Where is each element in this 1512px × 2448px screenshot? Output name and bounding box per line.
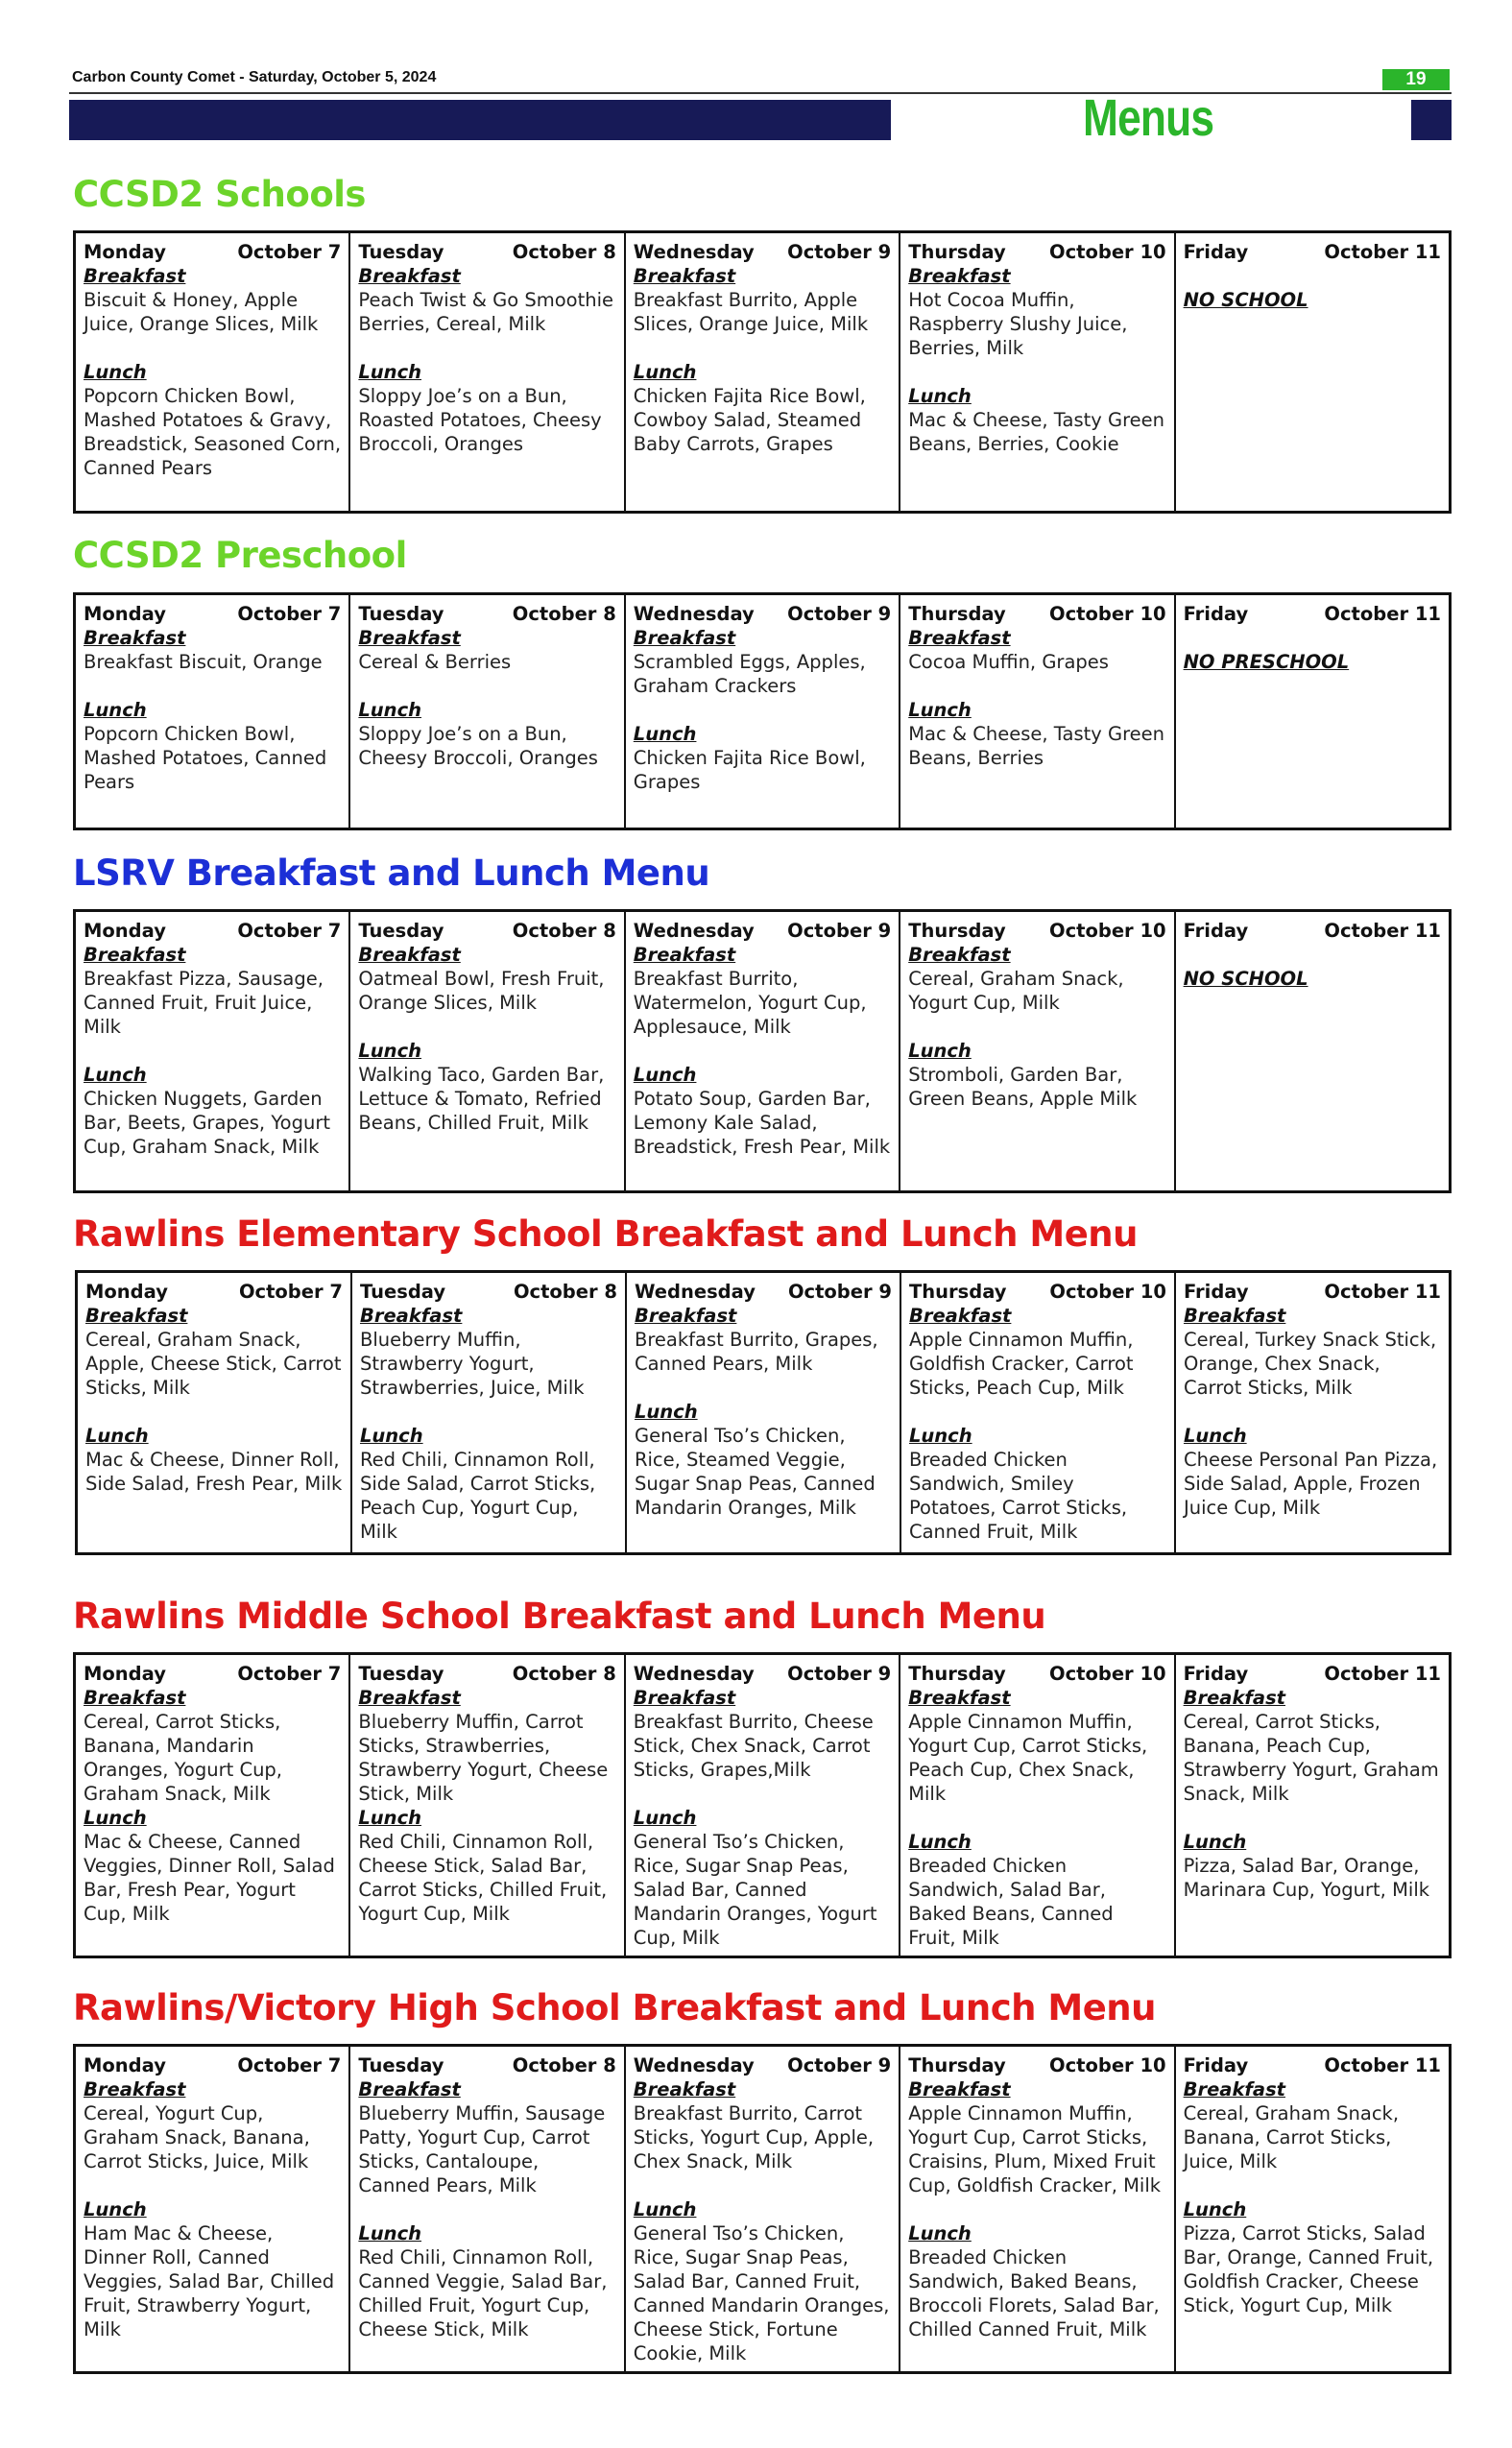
day-name: Friday (1183, 1281, 1249, 1303)
day-cell (900, 1654, 1174, 1957)
day-date: October 9 (787, 241, 892, 263)
lunch-label: Lunch (358, 1040, 422, 1062)
breakfast-items: Apple Cinnamon Muffin, Goldfish Cracker, Carrot Sticks, Peach Cup, Milk (908, 1329, 1134, 1399)
breakfast-items: Scrambled Eggs, Apples, Graham Crackers (633, 651, 866, 697)
breakfast-label: Breakfast (84, 1687, 186, 1709)
menu-title: CCSD2 Preschool (73, 535, 407, 576)
day-name: Wednesday (634, 1281, 756, 1303)
day-date: October 8 (513, 1281, 617, 1303)
day-cell (625, 1654, 900, 1957)
lunch-items: Cheese Personal Pan Pizza, Side Salad, Apple, Frozen Juice Cup, Milk (1183, 1449, 1438, 1519)
lunch-items: Red Chili, Cinnamon Roll, Cheese Stick, Salad Bar, Carrot Sticks, Chilled Fruit, Yogurt Cup, Milk (358, 1831, 608, 1925)
breakfast-label: Breakfast (633, 2078, 736, 2100)
breakfast-items: Cereal, Yogurt Cup, Graham Snack, Banana, Carrot Sticks, Juice, Milk (84, 2102, 310, 2172)
breakfast-label: Breakfast (633, 265, 736, 287)
day-cell (1175, 1272, 1451, 1554)
day-cell (1175, 911, 1451, 1192)
day-name: Thursday (908, 1281, 1007, 1303)
lunch-items: Red Chili, Cinnamon Roll, Side Salad, Carrot Sticks, Peach Cup, Yogurt Cup, Milk (359, 1449, 596, 1543)
day-name: Monday (84, 920, 166, 942)
menu-table (73, 230, 1452, 514)
breakfast-items: Blueberry Muffin, Strawberry Yogurt, Strawberries, Juice, Milk (359, 1329, 585, 1399)
lunch-items: Walking Taco, Garden Bar, Lettuce & Tomato, Refried Beans, Chilled Fruit, Milk (358, 1064, 605, 1134)
lunch-label: Lunch (84, 1064, 147, 1086)
header-rule (69, 92, 1452, 94)
day-date: October 8 (512, 241, 616, 263)
breakfast-label: Breakfast (908, 2078, 1011, 2100)
day-cell (900, 594, 1174, 829)
breakfast-items: Cereal & Berries (358, 651, 512, 673)
lunch-items: Chicken Fajita Rice Bowl, Cowboy Salad, Steamed Baby Carrots, Grapes (633, 385, 866, 455)
closure-note: NO PRESCHOOL (1183, 651, 1350, 673)
breakfast-label: Breakfast (85, 1305, 188, 1327)
lunch-label: Lunch (84, 361, 147, 383)
lunch-items: Pizza, Carrot Sticks, Salad Bar, Orange, Canned Fruit, Goldfish Cracker, Cheese Stick, Yogurt Cup, Milk (1183, 2222, 1434, 2316)
lunch-items: General Tso’s Chicken, Rice, Sugar Snap Peas, Salad Bar, Canned Mandarin Oranges, Yogurt Cup, Milk (633, 1831, 877, 1949)
breakfast-items: Breakfast Burrito, Grapes, Canned Pears, Milk (634, 1329, 878, 1375)
menu-title: Rawlins Middle School Breakfast and Lunch Menu (73, 1596, 1046, 1637)
lunch-label: Lunch (908, 2222, 972, 2244)
lunch-label: Lunch (1183, 2198, 1247, 2220)
breakfast-items: Cereal, Graham Snack, Banana, Carrot Sticks, Juice, Milk (1183, 2102, 1400, 2172)
breakfast-label: Breakfast (84, 944, 186, 966)
lunch-label: Lunch (633, 2198, 697, 2220)
lunch-items: Sloppy Joe’s on a Bun, Roasted Potatoes, Cheesy Broccoli, Oranges (358, 385, 602, 455)
lunch-label: Lunch (85, 1425, 149, 1447)
breakfast-items: Cereal, Graham Snack, Apple, Cheese Stick, Carrot Sticks, Milk (85, 1329, 342, 1399)
day-date: October 8 (512, 2054, 616, 2076)
day-cell (349, 232, 624, 513)
breakfast-items: Cereal, Graham Snack, Yogurt Cup, Milk (908, 968, 1124, 1014)
breakfast-label: Breakfast (84, 265, 186, 287)
day-date: October 9 (787, 603, 892, 625)
day-name: Wednesday (633, 241, 755, 263)
menu-title: Rawlins Elementary School Breakfast and Lunch Menu (73, 1213, 1138, 1255)
day-date: October 9 (787, 2054, 892, 2076)
lunch-label: Lunch (633, 1807, 697, 1829)
lunch-label: Lunch (84, 699, 147, 721)
day-name: Monday (84, 1663, 166, 1685)
lunch-label: Lunch (358, 699, 422, 721)
breakfast-label: Breakfast (908, 1687, 1011, 1709)
lunch-items: Chicken Fajita Rice Bowl, Grapes (633, 747, 866, 793)
day-cell (75, 2046, 350, 2373)
day-name: Tuesday (358, 1663, 444, 1685)
lunch-items: Breaded Chicken Sandwich, Smiley Potatoes, Carrot Sticks, Canned Fruit, Milk (908, 1449, 1128, 1543)
breakfast-items: Hot Cocoa Muffin, Raspberry Slushy Juice, Berries, Milk (908, 289, 1128, 359)
day-name: Tuesday (358, 920, 444, 942)
day-date: October 7 (237, 920, 342, 942)
day-cell (75, 1654, 350, 1957)
lunch-items: Chicken Nuggets, Garden Bar, Beets, Grapes, Yogurt Cup, Graham Snack, Milk (84, 1088, 330, 1158)
day-date: October 11 (1324, 1281, 1441, 1303)
breakfast-items: Biscuit & Honey, Apple Juice, Orange Slices, Milk (84, 289, 319, 335)
breakfast-label: Breakfast (908, 265, 1011, 287)
breakfast-label: Breakfast (908, 627, 1011, 649)
lunch-label: Lunch (633, 723, 697, 745)
breakfast-label: Breakfast (1183, 1305, 1286, 1327)
day-date: October 9 (787, 1663, 892, 1685)
day-date: October 8 (512, 920, 616, 942)
lunch-label: Lunch (84, 1807, 147, 1829)
lunch-label: Lunch (359, 1425, 423, 1447)
lunch-label: Lunch (1183, 1425, 1247, 1447)
day-date: October 11 (1324, 1663, 1441, 1685)
day-name: Monday (85, 1281, 168, 1303)
lunch-items: General Tso’s Chicken, Rice, Steamed Veggie, Sugar Snap Peas, Canned Mandarin Oranges, Milk (634, 1425, 876, 1519)
day-date: October 9 (787, 1281, 892, 1303)
day-cell (900, 2046, 1174, 2373)
breakfast-items: Oatmeal Bowl, Fresh Fruit, Orange Slices, Milk (358, 968, 605, 1014)
day-name: Wednesday (633, 920, 755, 942)
header-square (1411, 100, 1452, 140)
breakfast-label: Breakfast (359, 1305, 463, 1327)
day-cell (1175, 1654, 1451, 1957)
breakfast-label: Breakfast (358, 1687, 461, 1709)
day-cell (900, 1272, 1175, 1554)
day-date: October 7 (237, 241, 342, 263)
menu-title: LSRV Breakfast and Lunch Menu (73, 852, 710, 894)
day-date: October 7 (237, 2054, 342, 2076)
day-date: October 7 (238, 1281, 343, 1303)
lunch-items: Breaded Chicken Sandwich, Salad Bar, Baked Beans, Canned Fruit, Milk (908, 1855, 1114, 1949)
breakfast-items: Blueberry Muffin, Sausage Patty, Yogurt Cup, Carrot Sticks, Cantaloupe, Canned Pears, Milk (358, 2102, 606, 2196)
day-name: Thursday (908, 1663, 1006, 1685)
day-name: Friday (1183, 920, 1249, 942)
day-cell (349, 2046, 624, 2373)
day-name: Wednesday (633, 1663, 755, 1685)
day-cell (75, 594, 350, 829)
day-cell (900, 911, 1174, 1192)
day-name: Tuesday (358, 603, 444, 625)
lunch-label: Lunch (358, 1807, 422, 1829)
day-name: Thursday (908, 241, 1006, 263)
lunch-label: Lunch (908, 1425, 972, 1447)
menu-title: CCSD2 Schools (73, 174, 366, 215)
breakfast-label: Breakfast (633, 627, 736, 649)
lunch-label: Lunch (908, 699, 972, 721)
day-name: Monday (84, 603, 166, 625)
breakfast-items: Apple Cinnamon Muffin, Yogurt Cup, Carrot Sticks, Peach Cup, Chex Snack, Milk (908, 1711, 1148, 1805)
day-name: Friday (1183, 603, 1249, 625)
lunch-items: Breaded Chicken Sandwich, Baked Beans, Broccoli Florets, Salad Bar, Chilled Canned Fruit, Milk (908, 2246, 1160, 2340)
masthead: Carbon County Comet - Saturday, October 5, 2024 (72, 69, 437, 85)
day-name: Thursday (908, 920, 1006, 942)
lunch-items: Red Chili, Cinnamon Roll, Canned Veggie, Salad Bar, Chilled Fruit, Yogurt Cup, Cheese Stick, Milk (358, 2246, 608, 2340)
day-cell (1175, 2046, 1451, 2373)
day-cell (625, 232, 900, 513)
day-date: October 11 (1324, 603, 1441, 625)
day-date: October 10 (1049, 1663, 1166, 1685)
menu-table (73, 909, 1452, 1193)
day-cell (625, 2046, 900, 2373)
day-cell (351, 1272, 626, 1554)
day-cell (349, 911, 624, 1192)
breakfast-label: Breakfast (358, 627, 461, 649)
page-number: 19 (1382, 69, 1450, 90)
breakfast-items: Breakfast Pizza, Sausage, Canned Fruit, Fruit Juice, Milk (84, 968, 324, 1038)
day-cell (75, 911, 350, 1192)
menu-table (75, 1270, 1452, 1555)
day-name: Tuesday (358, 2054, 444, 2076)
lunch-items: Potato Soup, Garden Bar, Lemony Kale Salad, Breadstick, Fresh Pear, Milk (633, 1088, 891, 1158)
breakfast-label: Breakfast (634, 1305, 737, 1327)
breakfast-items: Cereal, Carrot Sticks, Banana, Mandarin Oranges, Yogurt Cup, Graham Snack, Milk (84, 1711, 283, 1805)
day-name: Tuesday (358, 241, 444, 263)
day-date: October 11 (1324, 920, 1441, 942)
day-cell (900, 232, 1174, 513)
section-title: Menus (1083, 89, 1214, 147)
day-date: October 10 (1049, 2054, 1166, 2076)
lunch-label: Lunch (634, 1401, 698, 1423)
breakfast-label: Breakfast (84, 627, 186, 649)
menu-table (73, 592, 1452, 830)
day-date: October 11 (1324, 241, 1441, 263)
lunch-label: Lunch (633, 1064, 697, 1086)
day-cell (1175, 232, 1451, 513)
breakfast-label: Breakfast (84, 2078, 186, 2100)
lunch-items: Popcorn Chicken Bowl, Mashed Potatoes, Canned Pears (84, 723, 327, 793)
day-cell (625, 594, 900, 829)
lunch-items: Stromboli, Garden Bar, Green Beans, Apple Milk (908, 1064, 1138, 1110)
lunch-items: General Tso’s Chicken, Rice, Sugar Snap Peas, Salad Bar, Canned Fruit, Canned Mandarin Oranges, Cheese Stick, Fortune Cookie, Milk (633, 2222, 890, 2364)
day-cell (349, 1654, 624, 1957)
breakfast-items: Cereal, Turkey Snack Stick, Orange, Chex Snack, Carrot Sticks, Milk (1183, 1329, 1437, 1399)
day-date: October 10 (1049, 603, 1166, 625)
day-name: Wednesday (633, 2054, 755, 2076)
breakfast-items: Cereal, Carrot Sticks, Banana, Peach Cup, Strawberry Yogurt, Graham Snack, Milk (1183, 1711, 1439, 1805)
day-name: Thursday (908, 603, 1006, 625)
closure-note: NO SCHOOL (1183, 968, 1308, 990)
breakfast-label: Breakfast (908, 944, 1011, 966)
lunch-label: Lunch (908, 385, 972, 407)
lunch-items: Mac & Cheese, Canned Veggies, Dinner Roll, Salad Bar, Fresh Pear, Yogurt Cup, Milk (84, 1831, 335, 1925)
breakfast-items: Cocoa Muffin, Grapes (908, 651, 1109, 673)
day-date: October 8 (512, 1663, 616, 1685)
menu-table (73, 1652, 1452, 1958)
day-date: October 9 (787, 920, 892, 942)
day-date: October 8 (512, 603, 616, 625)
lunch-label: Lunch (908, 1040, 972, 1062)
day-name: Friday (1183, 2054, 1249, 2076)
breakfast-items: Peach Twist & Go Smoothie Berries, Cereal, Milk (358, 289, 614, 335)
breakfast-label: Breakfast (633, 1687, 736, 1709)
breakfast-label: Breakfast (908, 1305, 1012, 1327)
day-name: Friday (1183, 1663, 1249, 1685)
day-name: Monday (84, 241, 166, 263)
lunch-items: Mac & Cheese, Dinner Roll, Side Salad, Fresh Pear, Milk (85, 1449, 343, 1495)
day-cell (1175, 594, 1451, 829)
breakfast-label: Breakfast (358, 2078, 461, 2100)
day-cell (349, 594, 624, 829)
day-date: October 10 (1049, 241, 1166, 263)
day-cell (626, 1272, 900, 1554)
menu-title: Rawlins/Victory High School Breakfast and Lunch Menu (73, 1987, 1156, 2028)
day-name: Friday (1183, 241, 1249, 263)
day-name: Thursday (908, 2054, 1006, 2076)
menu-table (73, 2044, 1452, 2374)
breakfast-label: Breakfast (358, 944, 461, 966)
day-cell (77, 1272, 351, 1554)
breakfast-label: Breakfast (358, 265, 461, 287)
breakfast-label: Breakfast (1183, 1687, 1285, 1709)
lunch-label: Lunch (1183, 1831, 1247, 1853)
day-name: Wednesday (633, 603, 755, 625)
header-bar (69, 100, 891, 140)
lunch-items: Sloppy Joe’s on a Bun, Cheesy Broccoli, Oranges (358, 723, 598, 769)
day-date: October 7 (237, 603, 342, 625)
breakfast-label: Breakfast (1183, 2078, 1285, 2100)
breakfast-items: Breakfast Burrito, Carrot Sticks, Yogurt Cup, Apple, Chex Snack, Milk (633, 2102, 875, 2172)
closure-note: NO SCHOOL (1183, 289, 1308, 311)
breakfast-items: Breakfast Burrito, Apple Slices, Orange Juice, Milk (633, 289, 869, 335)
day-date: October 10 (1049, 920, 1166, 942)
breakfast-items: Breakfast Burrito, Cheese Stick, Chex Snack, Carrot Sticks, Grapes,Milk (633, 1711, 874, 1781)
day-name: Monday (84, 2054, 166, 2076)
day-cell (75, 232, 350, 513)
lunch-label: Lunch (908, 1831, 972, 1853)
day-date: October 10 (1049, 1281, 1166, 1303)
breakfast-items: Blueberry Muffin, Carrot Sticks, Strawberries, Strawberry Yogurt, Cheese Stick, Milk (358, 1711, 609, 1805)
lunch-items: Pizza, Salad Bar, Orange, Marinara Cup, Yogurt, Milk (1183, 1855, 1430, 1901)
lunch-items: Mac & Cheese, Tasty Green Beans, Berries (908, 723, 1165, 769)
day-date: October 7 (237, 1663, 342, 1685)
day-cell (625, 911, 900, 1192)
breakfast-items: Apple Cinnamon Muffin, Yogurt Cup, Carrot Sticks, Craisins, Plum, Mixed Fruit Cup, Goldfish Cracker, Milk (908, 2102, 1162, 2196)
breakfast-label: Breakfast (633, 944, 736, 966)
lunch-label: Lunch (633, 361, 697, 383)
lunch-items: Ham Mac & Cheese, Dinner Roll, Canned Veggies, Salad Bar, Chilled Fruit, Strawberry Yogurt, Milk (84, 2222, 335, 2340)
day-date: October 11 (1324, 2054, 1441, 2076)
lunch-items: Popcorn Chicken Bowl, Mashed Potatoes & Gravy, Breadstick, Seasoned Corn, Canned Pears (84, 385, 342, 479)
lunch-items: Mac & Cheese, Tasty Green Beans, Berries, Cookie (908, 409, 1165, 455)
lunch-label: Lunch (358, 2222, 422, 2244)
day-name: Tuesday (359, 1281, 446, 1303)
lunch-label: Lunch (84, 2198, 147, 2220)
breakfast-items: Breakfast Biscuit, Orange (84, 651, 323, 673)
breakfast-items: Breakfast Burrito, Watermelon, Yogurt Cup, Applesauce, Milk (633, 968, 867, 1038)
lunch-label: Lunch (358, 361, 422, 383)
